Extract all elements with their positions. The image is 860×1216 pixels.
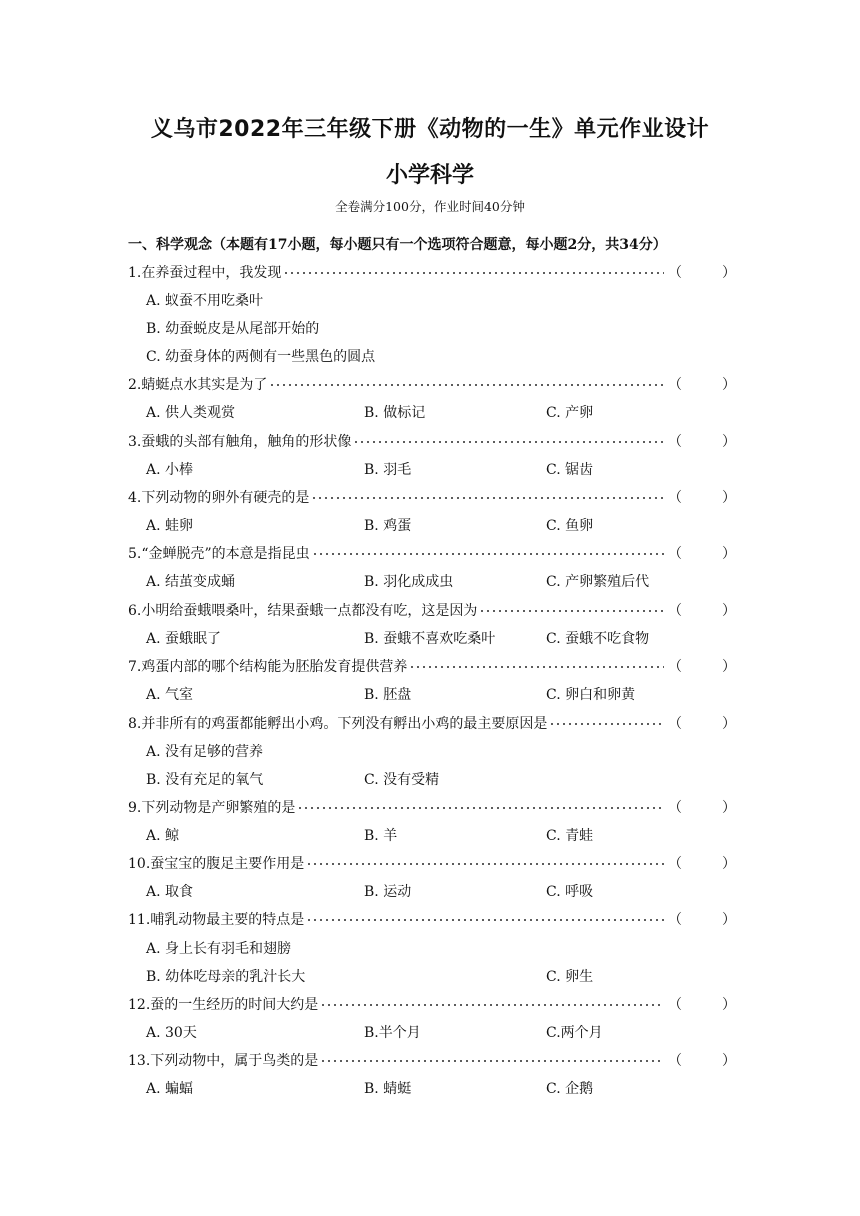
answer-option[interactable]: C. 产卵 [546,405,594,421]
question-row [128,488,736,508]
question-row [128,854,736,874]
answer-paren-open: （ [668,856,682,872]
leader-dots [353,441,664,443]
leader-dots [320,1060,664,1062]
leader-dots [312,553,664,555]
answer-option[interactable]: A. 蝙蝠 [146,1081,194,1097]
question-row [128,1051,736,1071]
question-stem: 1.在养蚕过程中，我发现 [128,265,282,281]
leader-dots [409,666,664,668]
question-stem: 4.下列动物的卵外有硬壳的是 [128,490,310,506]
answer-option[interactable]: B. 羽毛 [364,462,412,478]
answer-paren-open: （ [668,716,682,732]
answer-option[interactable]: B. 做标记 [364,405,426,421]
question-stem: 7.鸡蛋内部的哪个结构能为胚胎发育提供营养 [128,659,408,675]
answer-paren-close: ） [722,377,736,393]
answer-paren-close: ） [722,265,736,281]
question-stem: 6.小明给蚕蛾喂桑叶，结果蚕蛾一点都没有吃，这是因为 [128,603,478,619]
leader-dots [306,863,664,865]
answer-option[interactable]: C. 呼吸 [546,884,594,900]
leader-dots [297,807,664,809]
leader-dots [283,272,664,274]
answer-option[interactable]: A. 身上长有羽毛和翅膀 [146,941,292,957]
answer-option[interactable]: A. 小棒 [146,462,194,478]
answer-paren-open: （ [668,434,682,450]
answer-option[interactable]: B. 羽化成成虫 [364,574,454,590]
answer-paren-open: （ [668,1053,682,1069]
question-stem: 5.“金蝉脱壳”的本意是指昆虫 [128,546,310,562]
answer-option[interactable]: C. 幼蚕身体的两侧有一些黑色的圆点 [146,349,376,365]
answer-option[interactable]: A. 没有足够的营养 [146,744,264,760]
question-row [128,432,736,452]
question-stem: 9.下列动物是产卵繁殖的是 [128,800,296,816]
question-row [128,910,736,930]
answer-option[interactable]: A. 蚁蚕不用吃桑叶 [146,293,264,309]
leader-dots [549,723,664,725]
answer-paren-open: （ [668,659,682,675]
answer-paren-close: ） [722,997,736,1013]
question-row [128,798,736,818]
answer-paren-close: ） [722,800,736,816]
answer-paren-open: （ [668,912,682,928]
question-stem: 10.蚕宝宝的腹足主要作用是 [128,856,305,872]
answer-paren-open: （ [668,997,682,1013]
answer-option[interactable]: A. 蛙卵 [146,518,194,534]
answer-option[interactable]: B. 运动 [364,884,412,900]
section-heading: 一、科学观念（本题有17小题，每小题只有一个选项符合题意，每小题2分，共34分） [128,237,667,253]
answer-paren-close: ） [722,490,736,506]
answer-paren-open: （ [668,546,682,562]
answer-option[interactable]: B. 羊 [364,828,398,844]
question-row [128,714,736,734]
answer-option[interactable]: B. 幼蚕蜕皮是从尾部开始的 [146,321,320,337]
answer-option[interactable]: A. 鲸 [146,828,180,844]
page-title: 义乌市2022年三年级下册《动物的一生》单元作业设计 [150,117,710,142]
answer-option[interactable]: C. 青蛙 [546,828,594,844]
answer-option[interactable]: B. 蜻蜓 [364,1081,412,1097]
answer-option[interactable]: C. 卵白和卵黄 [546,687,636,703]
answer-paren-close: ） [722,434,736,450]
answer-option[interactable]: B. 鸡蛋 [364,518,412,534]
answer-paren-close: ） [722,659,736,675]
leader-dots [479,610,664,612]
answer-option[interactable]: B. 幼体吃母亲的乳汁长大 [146,969,306,985]
answer-option[interactable]: C.两个月 [546,1025,603,1041]
answer-option[interactable]: A. 30天 [146,1025,197,1041]
answer-paren-close: ） [722,856,736,872]
answer-option[interactable]: C. 鱼卵 [546,518,594,534]
answer-option[interactable]: A. 气室 [146,687,194,703]
question-stem: 12.蚕的一生经历的时间大约是 [128,997,319,1013]
leader-dots [269,384,664,386]
answer-paren-close: ） [722,716,736,732]
question-row [128,544,736,564]
answer-option[interactable]: C. 没有受精 [364,772,440,788]
answer-option[interactable]: B. 没有充足的氧气 [146,772,264,788]
question-stem: 3.蚕蛾的头部有触角，触角的形状像 [128,434,352,450]
answer-option[interactable]: B.半个月 [364,1025,421,1041]
answer-paren-close: ） [722,912,736,928]
question-stem: 2.蜻蜓点水其实是为了 [128,377,268,393]
answer-option[interactable]: C. 企鹅 [546,1081,594,1097]
question-row [128,995,736,1015]
answer-option[interactable]: A. 供人类观赏 [146,405,236,421]
answer-option[interactable]: B. 蚕蛾不喜欢吃桑叶 [364,631,496,647]
answer-paren-open: （ [668,377,682,393]
answer-paren-close: ） [722,1053,736,1069]
question-row [128,375,736,395]
exam-note: 全卷满分100分，作业时间40分钟 [335,199,525,214]
answer-paren-open: （ [668,490,682,506]
answer-option[interactable]: C. 卵生 [546,969,594,985]
answer-paren-open: （ [668,265,682,281]
answer-paren-close: ） [722,546,736,562]
answer-option[interactable]: C. 蚕蛾不吃食物 [546,631,650,647]
question-row [128,601,736,621]
question-row [128,657,736,677]
answer-paren-open: （ [668,603,682,619]
question-row [128,263,736,283]
page-subtitle: 小学科学 [385,163,474,188]
question-stem: 11.哺乳动物最主要的特点是 [128,912,305,928]
answer-option[interactable]: A. 取食 [146,884,194,900]
question-stem: 8.并非所有的鸡蛋都能孵出小鸡。下列没有孵出小鸡的最主要原因是 [128,716,548,732]
answer-option[interactable]: B. 胚盘 [364,687,412,703]
leader-dots [320,1004,664,1006]
answer-option[interactable]: C. 产卵繁殖后代 [546,574,650,590]
answer-paren-close: ） [722,603,736,619]
question-stem: 13.下列动物中，属于鸟类的是 [128,1053,319,1069]
answer-option[interactable]: A. 结茧变成蛹 [146,574,236,590]
answer-option[interactable]: A. 蚕蛾眠了 [146,631,222,647]
answer-option[interactable]: C. 锯齿 [546,462,594,478]
leader-dots [306,919,664,921]
leader-dots [311,497,664,499]
answer-paren-open: （ [668,800,682,816]
